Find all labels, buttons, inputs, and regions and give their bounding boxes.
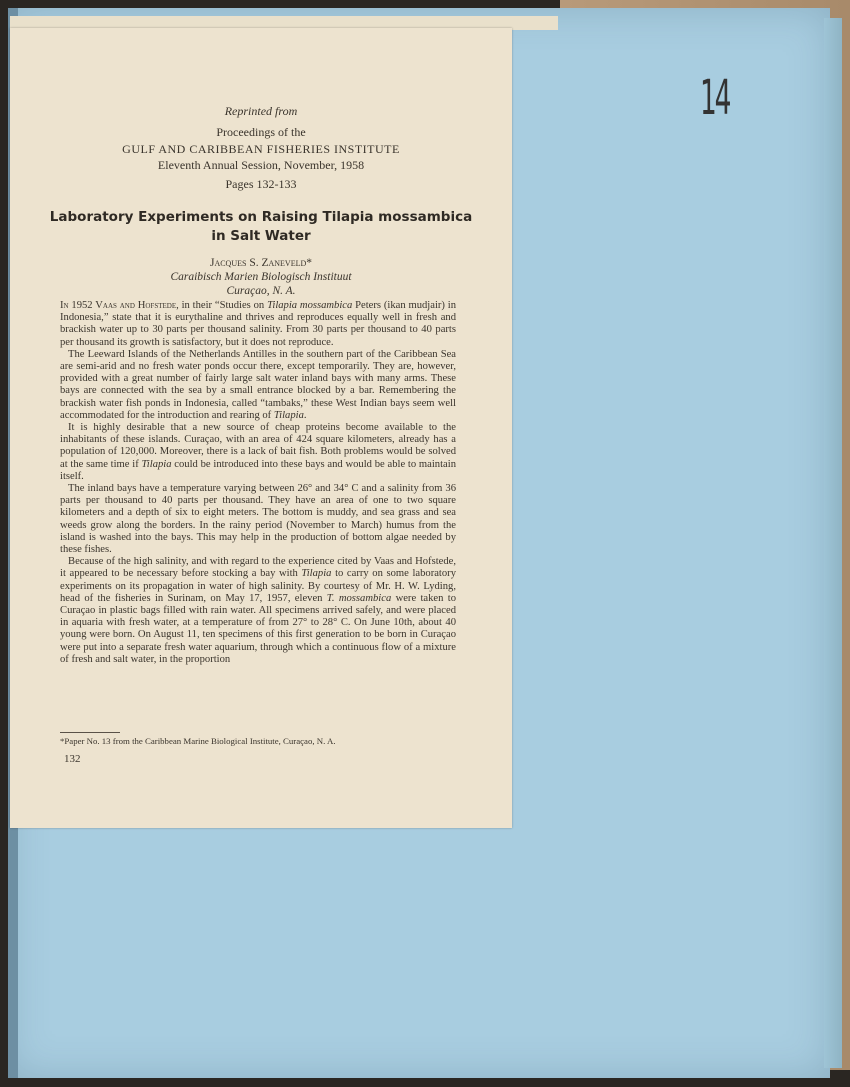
paragraph-2-a: The Leeward Islands of the Netherlands Antilles in the southern part of the Caribbean Sea are semi-arid and no fresh water ponds occur there, except temporarily. They are, however, provided with a great number of fairly large salt water inland bays with many arms. These bays are connected with the sea by a small entrance blocked by a bar. Remembering the brackish water fish ponds in Indonesia, called “tambaks,” these West Indian bays seem well accommodated for the introduction and rearing of xyxy=(60,348,456,421)
paragraph-5-b: to carry on some laboratory experiments on its propagation in water of high salinity. By courtesy of Mr. H. W. Lyding, head of the fisheries in Surinam, on May 17, 1957, eleven xyxy=(60,568,456,604)
proceedings-of: Proceedings of the xyxy=(216,125,306,139)
paragraph-4: The inland bays have a temperature varying between 26° and 34° C and a salinity from 36 parts per thousand to 40 parts per thousand. They have an area of one to two square kilometers and a depth of six to eight meters. The bottom is muddy, and sea grass and sea weeds grow along the borders. In the rainy period (November to March) humus from the island is washed into the bays. This may help in the production of bottom algae needed by these fishes. xyxy=(60,483,456,556)
sheet-right-edge xyxy=(824,18,842,1068)
author-name: Jacques S. Zaneveld* xyxy=(209,257,313,269)
title-line-2: in Salt Water xyxy=(211,228,311,244)
session-line: Eleventh Annual Session, November, 1958 xyxy=(157,158,365,172)
paragraph-5-c: were taken to Curaçao in plastic bags filled with rain water. All specimens arrived safely, and were placed in aquaria with fresh water, at a temperature of from 27° to 28° C. On June 10th, about 40 young were born. On August 11, ten specimens of this first generation to be born in Curaçao were put into a separate fresh water aquarium, through which a continuous flow of a mixture of fresh and salt water, in the proportion xyxy=(60,592,456,665)
title-line-1: Laboratory Experiments on Raising Tilapia mossambica xyxy=(49,209,473,225)
pages-line: Pages 132-133 xyxy=(225,176,297,191)
paragraph-5-a: Because of the high salinity, and with regard to the experience cited by Vaas and Hofstede, it appeared to be necessary before stocking a bay with xyxy=(60,556,456,580)
paragraph-5-species-2: T. mossambica xyxy=(326,592,392,604)
paragraph-2 xyxy=(60,349,456,422)
author-location: Curaçao, N. A. xyxy=(226,285,296,297)
handwritten-page-number: 14 xyxy=(700,70,730,126)
institute-name: GULF AND CARIBBEAN FISHERIES INSTITUTE xyxy=(122,141,400,156)
paragraph-1-a: in their “Studies on xyxy=(178,300,268,311)
paragraph-3-b: could be introduced into these bays and would be able to maintain itself. xyxy=(60,458,456,482)
paragraph-5 xyxy=(60,556,456,666)
paragraph-3-a: It is highly desirable that a new source of cheap proteins become available to the inhabitants of these islands. Curaçao, with an area of 424 square kilometers, already has a population of 120,000. Moreover, there is a lack of bait fish. Both problems would be solved at the same time if xyxy=(60,422,456,470)
author-institution: Caraibisch Marien Biologisch Instituut xyxy=(170,271,352,283)
paragraph-2-species: Tilapia xyxy=(273,409,304,421)
paragraph-3 xyxy=(60,422,456,483)
reprint-page xyxy=(10,28,512,828)
paragraph-1-species: Tilapia mossambica xyxy=(267,300,353,311)
article-title xyxy=(10,208,512,246)
article-body xyxy=(60,300,456,666)
reprinted-from: Reprinted from xyxy=(224,104,298,118)
paragraph-1-b: Peters (ikan mudjair) in Indonesia,” state that it is eurythaline and thrives and reproduces equally well in fresh and brackish water up to 30 parts per thousand salinity. From 30 parts per thousand to 40 parts per thousand its growth is satisfactory, but it does not reproduce. xyxy=(60,300,457,348)
footnote: *Paper No. 13 from the Caribbean Marine Biological Institute, Curaçao, N. A. xyxy=(60,736,336,746)
paragraph-5-species-1: Tilapia xyxy=(301,568,332,580)
proceedings-header xyxy=(10,124,512,192)
paragraph-1-lead: In 1952 Vaas and Hofstede, xyxy=(60,300,179,311)
footnote-rule xyxy=(60,732,120,733)
paragraph-2-b: . xyxy=(303,409,307,421)
paragraph-1 xyxy=(60,300,456,349)
printed-page-number: 132 xyxy=(64,753,81,765)
paragraph-3-species: Tilapia xyxy=(141,458,172,470)
author-block xyxy=(10,256,512,298)
